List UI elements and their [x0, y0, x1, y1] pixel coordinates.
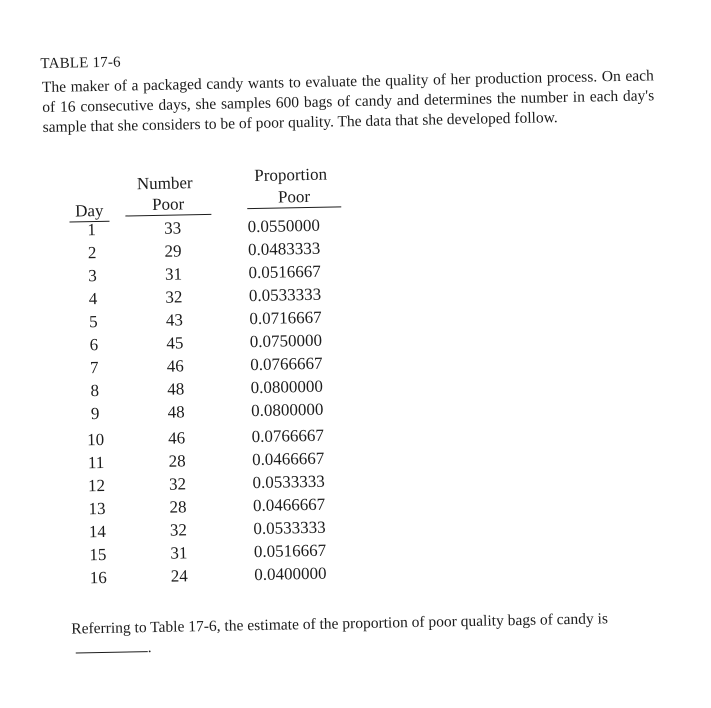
- intro-paragraph: The maker of a packaged candy wants to evaluate the quality of her production process. On each of 16 consecutive days, she samples 600 bags of candy and determines the number in each day's sample that she considers to be of poor quality. The data that she developed follow.: [42, 66, 655, 138]
- header-number-line1: Number: [125, 173, 205, 195]
- cell-number-poor: 28: [153, 495, 203, 519]
- question-prompt: Referring to Table 17-6, the estimate of the proportion of poor quality bags of candy is: [71, 610, 608, 637]
- cell-number-poor: 32: [153, 518, 203, 542]
- cell-proportion-poor: 0.0483333: [248, 236, 348, 261]
- cell-number-poor: 48: [151, 400, 201, 424]
- cell-number-poor: 24: [154, 564, 204, 588]
- cell-proportion-poor: 0.0533333: [253, 515, 353, 540]
- header-day: Day: [69, 201, 109, 223]
- cell-number-poor: 31: [154, 541, 204, 565]
- cell-day: 11: [74, 451, 118, 475]
- cell-number-poor: 31: [148, 262, 198, 286]
- cell-proportion-poor: 0.0766667: [250, 351, 350, 376]
- cell-number-poor: 48: [150, 377, 200, 401]
- cell-day: 12: [74, 474, 118, 498]
- cell-day: 8: [73, 379, 117, 403]
- cell-number-poor: 46: [151, 426, 201, 450]
- cell-proportion-poor: 0.0716667: [249, 305, 349, 330]
- table-label: TABLE 17-6: [40, 55, 121, 74]
- question-end: .: [148, 639, 152, 656]
- cell-day: 6: [72, 333, 116, 357]
- cell-proportion-poor: 0.0400000: [254, 561, 354, 586]
- cell-number-poor: 29: [148, 239, 198, 263]
- cell-proportion-poor: 0.0550000: [247, 213, 347, 238]
- cell-day: 4: [71, 287, 115, 311]
- cell-day: 13: [75, 497, 119, 521]
- cell-day: 5: [71, 310, 115, 334]
- cell-number-poor: 45: [150, 331, 200, 355]
- cell-proportion-poor: 0.0533333: [249, 282, 349, 307]
- cell-proportion-poor: 0.0466667: [252, 446, 352, 471]
- header-proportion-line2: Poor: [247, 186, 341, 209]
- cell-proportion-poor: 0.0800000: [251, 397, 351, 422]
- cell-number-poor: 43: [149, 308, 199, 332]
- cell-proportion-poor: 0.0466667: [253, 492, 353, 517]
- cell-day: 15: [76, 543, 120, 567]
- cell-number-poor: 33: [147, 216, 197, 240]
- cell-day: 16: [76, 566, 120, 590]
- cell-proportion-poor: 0.0516667: [254, 538, 354, 563]
- cell-proportion-poor: 0.0800000: [250, 374, 350, 399]
- cell-day: 9: [73, 402, 117, 426]
- cell-number-poor: 46: [150, 354, 200, 378]
- cell-day: 14: [75, 520, 119, 544]
- cell-day: 1: [69, 218, 113, 242]
- cell-number-poor: 32: [152, 472, 202, 496]
- cell-day: 3: [70, 264, 114, 288]
- cell-number-poor: 32: [149, 285, 199, 309]
- cell-day: 10: [73, 428, 117, 452]
- answer-blank[interactable]: [76, 639, 148, 653]
- cell-day: 7: [72, 356, 116, 380]
- cell-proportion-poor: 0.0516667: [248, 259, 348, 284]
- cell-number-poor: 28: [152, 449, 202, 473]
- cell-proportion-poor: 0.0533333: [252, 469, 352, 494]
- cell-proportion-poor: 0.0766667: [251, 423, 351, 448]
- header-proportion-line1: Proportion: [240, 164, 340, 186]
- cell-day: 2: [70, 241, 114, 265]
- header-number-line2: Poor: [125, 194, 211, 217]
- question-text: [71, 608, 682, 660]
- cell-proportion-poor: 0.0750000: [250, 328, 350, 353]
